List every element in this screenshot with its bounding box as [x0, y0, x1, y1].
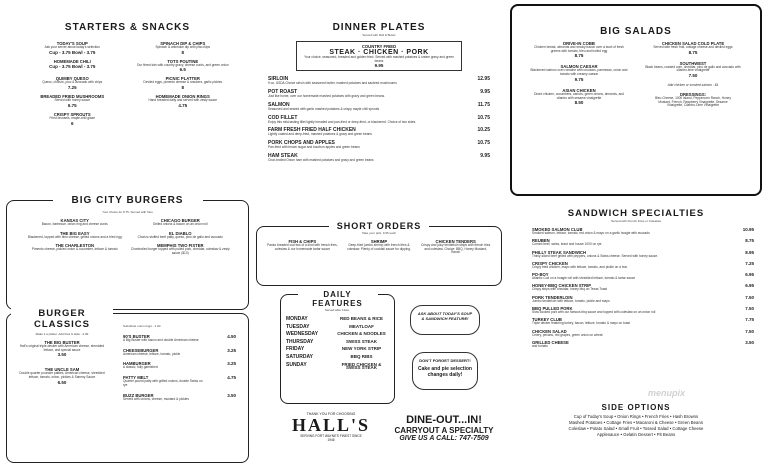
- dinner-name: PORK CHOPS AND APPLES: [268, 139, 335, 146]
- sides-line1: Cup of Today's Soup • Onion Rings • French Fries • Hash Browns: [573, 414, 699, 419]
- halls-name: HALL'S: [291, 415, 371, 435]
- soup-note: ASK ABOUT TODAY'S SOUP & SANDWICH FEATURE!: [410, 305, 480, 335]
- sandwich-name: BBQ PULLED PORK: [532, 306, 573, 312]
- burgers-sub: Your choice for 8.75. Served with fries: [102, 210, 153, 214]
- classic-name: CHEESEBURGER: [123, 347, 159, 353]
- cfs-price: 9.95: [374, 63, 384, 69]
- dinner-item: [268, 76, 490, 86]
- burger-item: [131, 231, 231, 240]
- daily-day: SATURDAY: [286, 353, 313, 360]
- watermark: menupix: [648, 388, 686, 398]
- sandwich-desc: Atlantic Cod on a hoagie roll with shredded lettuce, tomato & tartar sauce: [532, 276, 636, 281]
- dinner-list: [256, 76, 502, 162]
- daily-dish: CHICKEN & NOODLES: [337, 331, 386, 337]
- starter-desc: Fried brussels, maple-chili glaze: [49, 115, 96, 120]
- classic-item: [123, 361, 236, 370]
- starter-desc: Our finest tots with country gravy, cheese curds, and green onion: [136, 62, 229, 67]
- burger-desc: Grilled onions & bacon on an onion roll: [152, 222, 208, 226]
- burger-name: CHICAGO BURGER: [160, 218, 200, 223]
- daily-row: [286, 325, 389, 330]
- dinner-desc: Enjoy this mild-tasting fillet lightly breaded and pan-fried or deep-fried, or blackened. Choice of two sides.: [268, 119, 417, 124]
- salad-item: [530, 64, 628, 81]
- dinner-item: [268, 153, 490, 163]
- sandwich-name: PO-BOY: [532, 272, 549, 278]
- burger-desc: Blackened, topped with bleu cheese, grilled onions and a fried egg: [27, 234, 122, 239]
- sandwich-item: [532, 238, 754, 247]
- short-name: CHICKEN TENDERS: [435, 239, 476, 244]
- classic-item: [123, 393, 236, 402]
- short-item: [420, 239, 491, 255]
- daily-row: [286, 332, 389, 337]
- burger-item: [25, 243, 125, 255]
- country-fried-box: [296, 41, 462, 71]
- starter-name: TODAY'S SOUP: [56, 41, 88, 46]
- classic-price: 3.25: [227, 361, 236, 367]
- salad-desc: Diced chicken, cucumbers, carrots, green onions, almonds, and cilantro with sesame vinaigrette: [534, 91, 624, 100]
- daily-row: [286, 347, 389, 352]
- dinner-item: [268, 140, 490, 150]
- sandwich-item: [532, 306, 754, 315]
- sandwich-item: [532, 340, 754, 349]
- sandwich-item: [532, 272, 754, 281]
- dinner-price: 10.25: [477, 127, 490, 134]
- dinner-name: HAM STEAK: [268, 152, 298, 159]
- burger-item: [25, 218, 125, 227]
- daily-title: DAILY FEATURES: [298, 290, 378, 308]
- starter-item: [20, 94, 125, 108]
- starter-item: [131, 94, 236, 108]
- sandwich-item: [532, 261, 754, 270]
- classic-desc: Served with onions, cheese, mustard & pickles: [123, 396, 189, 401]
- salad-price: 7.50: [688, 73, 698, 79]
- burgers-grid: [7, 214, 248, 260]
- daily-list: [281, 317, 394, 370]
- dinner-name: POT ROAST: [268, 89, 298, 96]
- classics-left: [7, 340, 117, 385]
- daily-row: [286, 340, 389, 345]
- classic-desc: A classic, fully garnished: [123, 365, 158, 370]
- starter-price: 7.25: [67, 85, 77, 91]
- cfs-line: STEAK · CHICKEN · PORK: [329, 49, 429, 56]
- dessert-note: [412, 352, 478, 390]
- dinner-item: [268, 127, 490, 137]
- sandwich-item: [532, 317, 754, 326]
- dinner-price: 11.75: [477, 101, 490, 108]
- sandwich-desc: Triple decker featuring turkey, bacon, lettuce, tomato & mayo on toast: [532, 321, 630, 326]
- sides-section: [510, 403, 762, 438]
- halls-thanks: THANK YOU FOR CHOOSING: [306, 412, 356, 416]
- starter-item: [131, 41, 236, 55]
- classic-desc: Double quarter pounder patties, American cheese, shredded lettuce, tomato, onion, pickles & Sammy Sauce: [19, 371, 105, 380]
- salad-name: DRIVE-IN COBB: [563, 41, 595, 46]
- classics-right: [123, 334, 236, 401]
- dinner-price: 10.75: [477, 114, 490, 121]
- sandwich-name: SMOKED SALMON CLUB: [532, 227, 583, 232]
- dinner-desc: Just like home, over our homemade mashed potatoes with gravy and green beans.: [268, 94, 385, 99]
- salad-desc: Served with fresh fruit, cottage cheese and deviled eggs: [653, 45, 733, 49]
- sandwich-desc: Crispy strips with cheddar, honey bbq on Texas Toast: [532, 287, 608, 292]
- starter-desc: Spinach & artichoke dip with pita chips: [155, 45, 210, 49]
- starter-name: HOMEMADE ONION RINGS: [155, 94, 210, 100]
- starter-price: 6.75: [67, 102, 77, 108]
- salad-desc: Chicken breast, almonds and smoky bacon over a bowl of fresh greens with tomato, bleu and boiled egg: [534, 45, 624, 53]
- sandwich-desc: Celery, pecans, red grapes, green onion on wheat: [532, 332, 603, 337]
- sandwich-price: 7.25: [745, 260, 754, 266]
- classic-price: 4.50: [227, 334, 236, 339]
- sandwich-item: [532, 227, 754, 236]
- sandwich-name: PORK TENDERLOIN: [532, 294, 573, 300]
- short-title: SHORT ORDERS: [329, 221, 429, 231]
- dinner-name: FARM FRESH FRIED HALF CHICKEN: [268, 127, 356, 134]
- dinner-item: [268, 115, 490, 125]
- carryout-line3: GIVE US A CALL: 747-7509: [399, 435, 489, 442]
- burger-name: EL DIABLO: [169, 230, 192, 236]
- classic-name: 90'S BUSTER: [123, 334, 150, 339]
- short-grid: [257, 235, 501, 259]
- daily-row: [286, 355, 389, 360]
- salad-item: [530, 88, 628, 105]
- salad-name: CHICKEN SALAD COLD PLATE: [661, 41, 725, 46]
- starter-desc: Queso, chorizo, pico & avocado with chips: [42, 80, 103, 85]
- dinner-name: SALMON: [268, 101, 290, 108]
- salad-price: 9.75: [574, 76, 584, 82]
- sandwich-price: 6.95: [745, 283, 754, 289]
- classic-item: [17, 367, 107, 384]
- classic-price: 6.50: [57, 379, 67, 385]
- sandwich-name: CHICKEN SALAD: [532, 328, 567, 334]
- starter-desc: Ask your server about today's selection: [44, 45, 100, 49]
- short-name: FISH & CHIPS: [288, 239, 317, 244]
- dinner-section: [256, 4, 502, 222]
- sandwich-name: PHILLY STEAK SANDWICH: [532, 249, 586, 255]
- burger-desc: Chorizo stuffed beef patty, queso, pico de gallo and avocado: [137, 234, 223, 239]
- dinner-desc: Char-broiled Onion ham with mashed potatoes and gravy and green beans: [268, 157, 374, 162]
- salads-title: BIG SALADS: [600, 26, 672, 37]
- daily-sub: Served after 11am.: [324, 308, 351, 312]
- sandwich-price: 10.95: [742, 227, 754, 232]
- dinner-desc: 9 oz. USDA Choice sirloin with seasoned butter, mashed potatoes and sauteed mushrooms: [268, 81, 397, 86]
- daily-day: THURSDAY: [286, 338, 314, 345]
- burger-desc: Pimento cheese, pickled onion & cucumber, lettuce & tomato: [31, 247, 118, 252]
- sandwich-desc: Corned beef, swiss, kraut and house 1000 on rye.: [532, 242, 603, 247]
- salads-section: [510, 4, 762, 196]
- cfs-desc: Your choice, seasoned, breaded and golden fried. Served with mashed potatoes & cream gravy and green beans: [304, 55, 454, 63]
- starter-name: QUIMBY QUESO: [55, 76, 89, 82]
- short-orders-section: [256, 221, 502, 286]
- sandwich-price: 8.95: [745, 249, 754, 255]
- salad-item: [644, 41, 742, 55]
- starter-name: PICNIC PLATTER: [165, 76, 200, 82]
- salad-desc: Blackened salmon over romaine with croutons, parmesan, onion and tomato with creamy caesar: [530, 68, 628, 77]
- classic-desc: Hall's original triple-decker with American cheese, shredded lettuce, and special sauce: [19, 344, 105, 352]
- dressings-list: Bleu Cheese, 1000 Island, Peppercorn Ranch, Honey Mustard, French, Raspberry Vinaigrette, Sesame Vinaigrette, Cilantro-Lime Vinaigrette: [655, 95, 731, 108]
- dinner-sub: Served with Roll & Butter: [362, 33, 396, 37]
- starters-title: STARTERS & SNACKS: [64, 22, 191, 33]
- dinner-desc: Lightly coated and deep-fried, mashed potatoes & gravy and green beans: [268, 132, 372, 137]
- dinner-price: 12.95: [477, 76, 490, 83]
- daily-row: [286, 317, 389, 322]
- salad-item: [530, 41, 628, 58]
- dinner-price: 9.95: [480, 89, 490, 96]
- short-desc: Deep-fried jumbo shrimp with french fries & coleslaw. Plenty of cocktail sauce for dipping.: [347, 243, 411, 251]
- daily-day: TUESDAY: [286, 323, 310, 330]
- carryout-line1: DINE-OUT...IN!: [406, 414, 482, 426]
- dinner-price: 10.75: [477, 139, 490, 146]
- starter-item: [131, 76, 236, 90]
- sandwich-section: [510, 200, 762, 392]
- starter-desc: Deviled eggs, pimento cheese & crackers, garlic pickles: [143, 80, 223, 85]
- short-desc: Panko breaded cod two of a kind with french fries, coleslaw & our homemade tartar sauce: [267, 243, 338, 251]
- dessert-line1: DON'T FORGET DESSERT!: [419, 358, 471, 363]
- burgers-title: BIG CITY BURGERS: [53, 195, 203, 206]
- carryout-line2: CARRYOUT A SPECIALTY: [394, 426, 494, 435]
- daily-dish: RED BEANS & RICE: [339, 316, 383, 321]
- daily-dish: MEATLOAF: [349, 323, 374, 329]
- burger-item: [131, 218, 231, 227]
- classic-price: 3.50: [57, 352, 67, 358]
- starter-price: 8: [181, 49, 184, 55]
- burgers-section: [6, 195, 249, 310]
- sandwich-desc: Jumbo tenderloin with lettuce, tomato, pickle and mayo: [532, 298, 610, 303]
- classic-name: HAMBURGER: [123, 361, 151, 367]
- burger-name: MEMPHIS TWO FISTER: [156, 243, 204, 249]
- sandwich-sub: Served with French Fries or Coleslaw: [611, 219, 661, 223]
- starter-name: TOTS POUTINE: [167, 58, 199, 64]
- classic-item: [17, 340, 107, 357]
- classics-note2: Substitute onion rings - 1.00: [123, 324, 161, 328]
- cfs-title: COUNTRY FRIED: [361, 44, 397, 49]
- short-name: SHRIMP: [370, 239, 388, 244]
- starter-item: [20, 59, 125, 73]
- sandwich-item: [532, 329, 754, 338]
- starter-item: [131, 59, 236, 73]
- sandwich-desc: Thinly-sliced beef grilled with peppers, onions & Swiss cheese. Served with honey sauce.: [532, 253, 658, 258]
- salad-price: 8.75: [574, 53, 584, 59]
- salads-left: [522, 41, 636, 111]
- dinner-desc: Seasoned and seared with garlic mashed potatoes & crispy maple chili sprouts: [268, 106, 380, 111]
- burger-item: [131, 243, 231, 255]
- sandwich-name: TURKEY CLUB: [532, 317, 562, 323]
- classic-price: 3.25: [227, 347, 236, 353]
- sandwich-price: 8.75: [745, 238, 754, 244]
- sandwich-price: 7.50: [745, 306, 754, 312]
- salad-price: 8.75: [688, 49, 698, 55]
- starters-grid: [6, 41, 249, 130]
- dessert-line2: Cake and pie selection changes daily!: [418, 366, 472, 378]
- dinner-item: [268, 102, 490, 112]
- dinner-title: DINNER PLATES: [332, 22, 426, 33]
- short-sub: Take your pick, 9.95 each: [361, 231, 397, 235]
- halls-tag: SERVING FORT WAYNE'S FINEST SINCE 1946: [300, 434, 362, 442]
- burger-desc: Charbroiled burger topped with pulled pork, cheddar, coleslaw & zesty sauce ($10): [130, 247, 230, 256]
- dinner-name: SIRLOIN: [268, 76, 289, 83]
- short-item: [344, 239, 415, 255]
- starter-item: [20, 112, 125, 126]
- sides-line2: Mashed Potatoes • Cottage Fries • Macaroni & Cheese • Green Beans: [569, 420, 703, 425]
- short-item: [267, 239, 338, 255]
- burger-desc: Bacon, barbecue, onion ring and cheese curds: [41, 222, 108, 226]
- sandwich-desc: and tomato: [532, 343, 548, 348]
- dressings-title: DRESSINGS:: [679, 91, 707, 97]
- burger-name: THE BIG EASY: [59, 230, 90, 236]
- daily-dish: BBQ RIBS: [350, 353, 373, 359]
- daily-dish: NEW YORK STRIP: [341, 346, 382, 352]
- dinner-price: 9.95: [480, 152, 490, 159]
- dinner-desc: Pan-fried with brown sugar and bourbon apples and green beans: [268, 144, 360, 149]
- sandwich-title: SANDWICH SPECIALTIES: [567, 208, 705, 219]
- daily-day: MONDAY: [286, 316, 308, 322]
- starter-name: BREADED FRIED MUSHROOMS: [40, 94, 105, 100]
- sandwich-name: REUBEN: [532, 238, 550, 244]
- starters-section: [6, 4, 249, 196]
- salad-name: ASIAN CHICKEN: [562, 87, 596, 93]
- sandwich-list: [510, 227, 762, 349]
- burger-item: [25, 231, 125, 240]
- sandwich-desc: Crispy fried chicken, mayo with lettuce, tomato, and pickle on a bun.: [532, 264, 629, 269]
- starter-name: HOMEMADE CHILI: [53, 58, 91, 64]
- classic-name: PATTY MELT: [123, 375, 149, 381]
- classics-title: BURGER CLASSICS: [11, 308, 113, 330]
- starter-item: [20, 41, 125, 55]
- sandwich-price: 3.50: [745, 339, 754, 345]
- classic-name: THE UNCLE SAM: [44, 367, 80, 373]
- sandwich-item: [532, 295, 754, 304]
- classic-item: [123, 334, 236, 343]
- starter-name: CRISPY SPROUTS: [53, 111, 91, 117]
- sandwich-price: 7.50: [745, 328, 754, 334]
- salads-addon: Add chicken or smoked salmon - $4: [667, 83, 719, 88]
- salads-right: [644, 41, 742, 78]
- daily-day: SUNDAY: [286, 361, 307, 368]
- sandwich-desc: Smoked salmon, lettuce, tomato, red onion & mayo on a garlic hoagie with avocado: [532, 231, 650, 235]
- daily-day: FRIDAY: [286, 346, 305, 353]
- sandwich-name: HONEY-BBQ CHICKEN STRIP: [532, 283, 592, 289]
- daily-row: [286, 363, 389, 370]
- sandwich-price: 7.75: [745, 317, 754, 323]
- starter-desc: Hand breaded daily and served with zesty sauce: [148, 98, 218, 103]
- halls-logo: [276, 412, 386, 442]
- starter-price: 6.5: [179, 67, 186, 73]
- starter-desc: Served with honey sauce: [54, 98, 91, 103]
- classic-desc: Quarter pound patty with grilled onions, double Swiss on rye: [123, 379, 203, 387]
- salad-price: 8.50: [574, 100, 584, 106]
- salad-desc: Black beans, roasted corn, cheddar, pico de gallo and avocado with cilantro-lime vinaigrette: [645, 64, 741, 73]
- salad-name: SOUTHWEST: [679, 60, 707, 66]
- classic-item: [123, 375, 236, 387]
- carryout-block: [394, 414, 494, 442]
- starter-price: 4.75: [178, 102, 188, 108]
- daily-day: WEDNESDAY: [286, 331, 319, 338]
- starter-item: [20, 76, 125, 90]
- classic-name: BUZZ BURGER: [123, 392, 154, 398]
- daily-dish: SWISS STEAK: [345, 338, 377, 344]
- classics-note1: Make it a platter. Add fries & slaw - 2.99: [35, 332, 89, 336]
- dinner-name: COD FILLET: [268, 114, 298, 121]
- short-desc: Crispy and juicy tenderloin strips with french fries and coleslaw. Choice: BBQ, Honey Mustard, Ranch: [421, 243, 491, 255]
- classic-desc: American cheese, lettuce, tomato, pickle: [123, 351, 181, 356]
- daily-dish: FRIED CHICKEN & SWISS STEAK: [341, 361, 382, 371]
- dinner-item: [268, 89, 490, 99]
- sandwich-item: [532, 283, 754, 292]
- sandwich-item: [532, 250, 754, 259]
- burger-name: KANSAS CITY: [60, 218, 89, 223]
- sandwich-name: CRISPY CHICKEN: [532, 260, 568, 266]
- starter-name: SPINACH DIP & CHIPS: [160, 41, 206, 46]
- starter-price: 8: [181, 85, 184, 91]
- starter-price: Cup - 3.75 Bowl - 3.75: [49, 49, 96, 55]
- sides-line4: Applesauce • Gelatin Dessert • Pit Beans: [596, 432, 676, 437]
- classic-price: 4.75: [227, 375, 236, 381]
- burger-name: THE CHARLESTON: [55, 243, 95, 249]
- starter-price: Cup - 3.75 Bowl - 3.75: [49, 63, 96, 69]
- classics-section: [6, 308, 249, 463]
- sides-title: SIDE OPTIONS: [601, 403, 671, 412]
- salad-name: SALMON CAESAR: [560, 64, 598, 70]
- sides-line3: Coleslaw • Potato Salad • Small Fruit • Tossed Salad • Cottage Cheese: [568, 426, 704, 431]
- daily-section: [280, 290, 395, 404]
- sandwich-price: 6.95: [745, 272, 754, 278]
- classic-desc: A Big Buster with bacon and double American cheese: [123, 338, 199, 342]
- starter-price: 6: [70, 120, 74, 126]
- classic-price: 3.50: [227, 392, 236, 398]
- sandwich-price: 7.50: [745, 294, 754, 300]
- classic-item: [123, 348, 236, 357]
- salad-item: [644, 61, 742, 78]
- sandwich-desc: Slow cooked pork with our famous bbq sauce and topped with coleslaw on an onion roll: [532, 310, 656, 315]
- sandwich-name: GRILLED CHEESE: [532, 339, 569, 345]
- classic-name: THE BIG BUSTER: [44, 340, 80, 345]
